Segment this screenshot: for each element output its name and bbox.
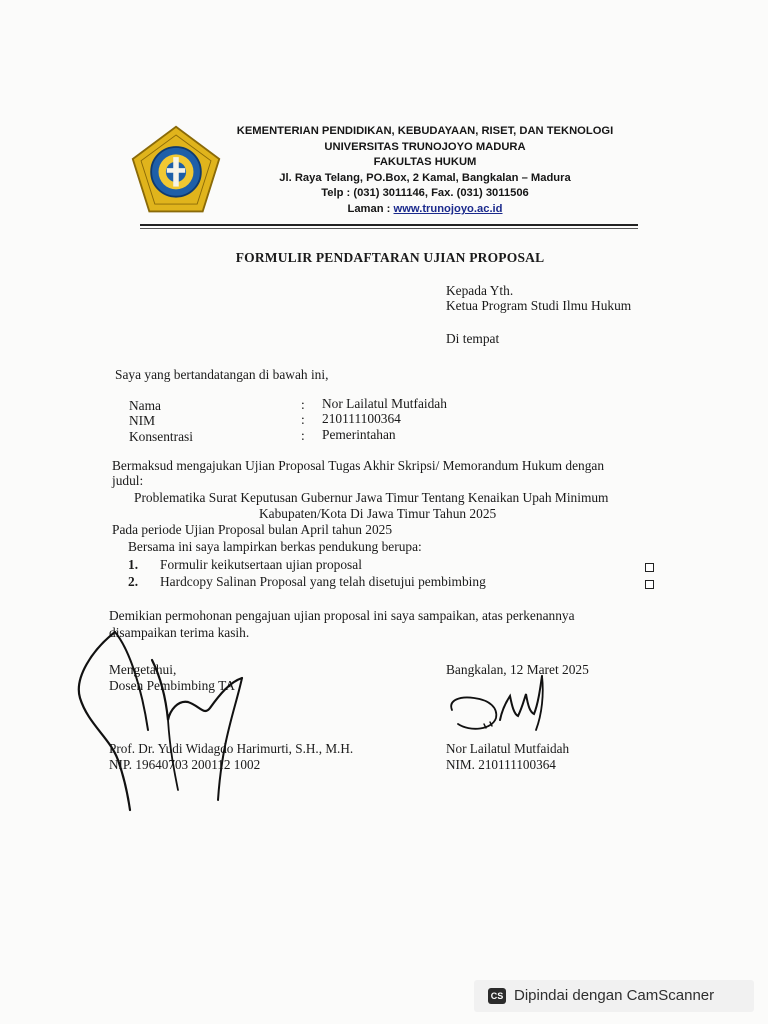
scanner-watermark	[474, 980, 754, 1012]
thesis-title-cont: Kabupaten/Kota Di Jawa Timur Tahun 2025	[259, 506, 497, 521]
address: Jl. Raya Telang, PO.Box, 2 Kamal, Bangkalan – Madura	[279, 171, 571, 184]
supervisor-id: NIP. 19640703 200112 1002	[109, 757, 261, 772]
identity-value-nim: 210111100364	[322, 411, 401, 426]
purpose-text-cont: judul:	[112, 473, 144, 488]
attachment-item: Formulir keikutsertaan ujian proposal	[160, 557, 362, 572]
student-name: Nor Lailatul Mutfaidah	[446, 741, 570, 756]
attachment-item: Hardcopy Salinan Proposal yang telah disetujui pembimbing	[160, 574, 486, 589]
identity-label-name: Nama	[129, 398, 161, 413]
phone-fax: Telp : (031) 3011146, Fax. (031) 3011506	[321, 187, 529, 200]
student-signature	[440, 660, 560, 742]
ministry-name: KEMENTERIAN PENDIDIKAN, KEBUDAYAAN, RISET, DAN TEKNOLOGI	[236, 125, 614, 137]
supervisor-role: Dosen Pembimbing TA	[109, 678, 235, 693]
form-title: FORMULIR PENDAFTARAN UJIAN PROPOSAL	[235, 250, 545, 265]
letterhead	[230, 124, 620, 218]
student-id: NIM. 210111100364	[446, 757, 556, 772]
identity-sep: :	[301, 412, 305, 427]
identity-value-konsentrasi: Pemerintahan	[322, 427, 396, 442]
camscanner-logo-icon: CS	[488, 988, 506, 1004]
faculty-name: FAKULTAS HUKUM	[373, 156, 477, 169]
closing-text: Demikian permohonan pengajuan ujian proposal ini saya sampaikan, atas perkenannya	[109, 608, 575, 623]
website-link[interactable]: www.trunojoyo.ac.id	[393, 202, 503, 215]
identity-label-konsentrasi: Konsentrasi	[129, 429, 193, 444]
attachment-checkbox[interactable]	[645, 580, 654, 589]
identity-sep: :	[301, 397, 305, 412]
university-name: UNIVERSITAS TRUNOJOYO MADURA	[324, 140, 526, 153]
identity-sep: :	[301, 428, 305, 443]
purpose-text: Bermaksud mengajukan Ujian Proposal Tugas Akhir Skripsi/ Memorandum Hukum dengan	[112, 458, 605, 473]
closing-text-cont: disampaikan terima kasih.	[109, 625, 250, 640]
letterhead-divider-thin	[140, 228, 638, 229]
place-date: Bangkalan, 12 Maret 2025	[446, 662, 589, 677]
website-label: Laman :	[347, 202, 394, 215]
acknowledge-label: Mengetahui,	[109, 662, 177, 677]
thesis-title: Problematika Surat Keputusan Gubernur Jawa Timur Tentang Kenaikan Upah Minimum	[134, 490, 609, 505]
recipient-title: Ketua Program Studi Ilmu Hukum	[446, 298, 632, 313]
supervisor-signature	[70, 620, 260, 820]
attachment-checkbox[interactable]	[645, 563, 654, 572]
letterhead-divider	[140, 224, 638, 226]
scanner-watermark-text: Dipindai dengan CamScanner	[514, 987, 715, 1004]
attachment-number: 2.	[128, 574, 139, 589]
identity-label-nim: NIM	[129, 413, 156, 428]
attachments-intro: Bersama ini saya lampirkan berkas pendukung berupa:	[128, 539, 422, 554]
website-line	[230, 202, 620, 218]
supervisor-name: Prof. Dr. Yudi Widagdo Harimurti, S.H., M.H.	[109, 741, 354, 756]
recipient-greeting: Kepada Yth.	[446, 283, 514, 298]
identity-value-name: Nor Lailatul Mutfaidah	[322, 396, 447, 411]
recipient-place: Di tempat	[446, 331, 500, 346]
attachment-number: 1.	[128, 557, 139, 572]
university-logo-icon	[130, 124, 222, 216]
period-text: Pada periode Ujian Proposal bulan April tahun 2025	[112, 522, 393, 537]
intro-text: Saya yang bertandatangan di bawah ini,	[115, 367, 329, 382]
